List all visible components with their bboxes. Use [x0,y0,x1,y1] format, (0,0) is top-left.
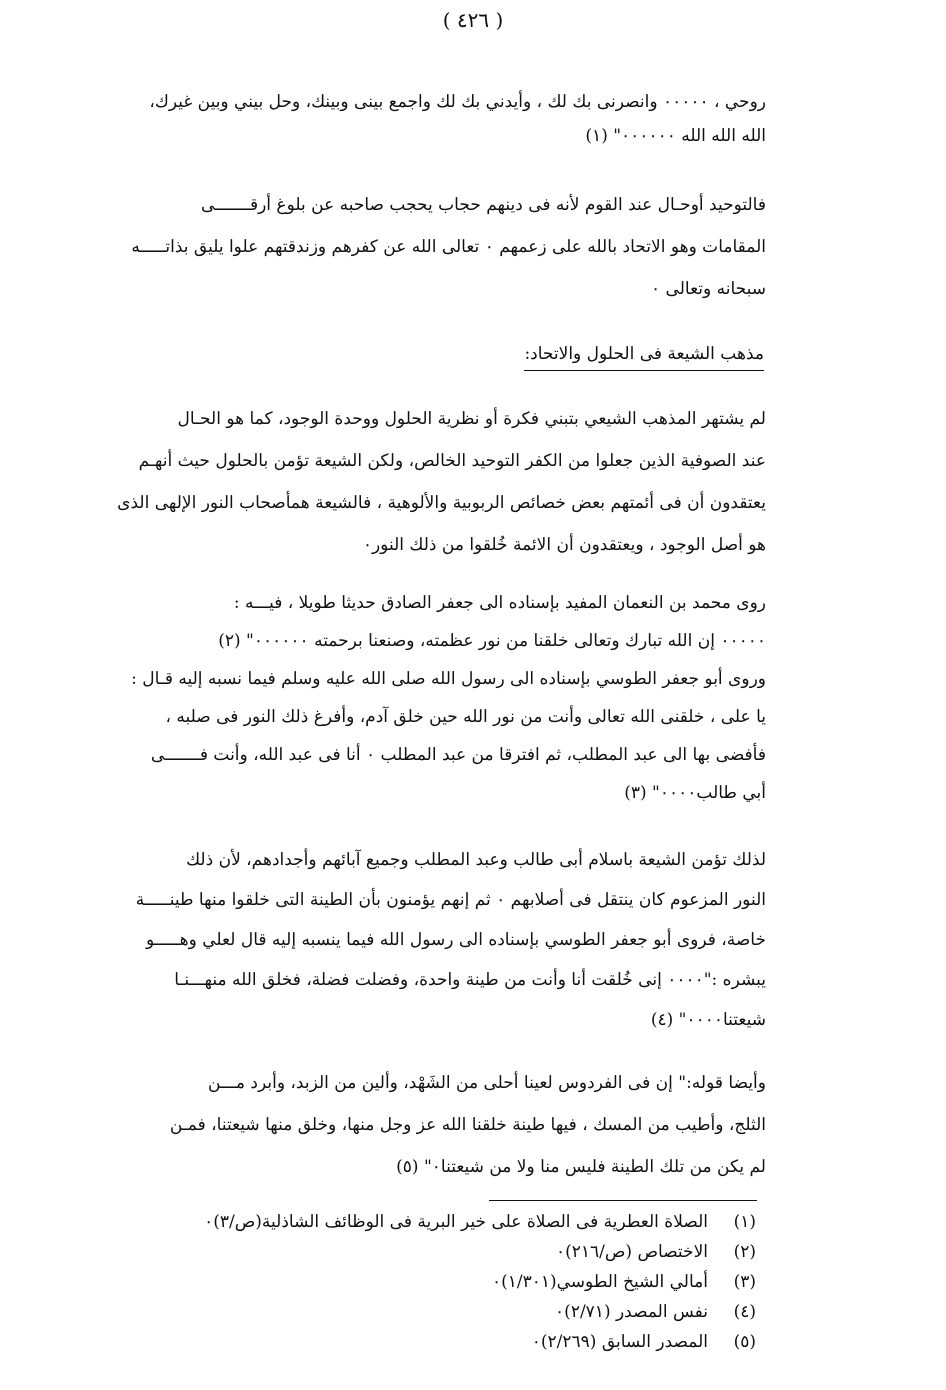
text-line: الثلج، وأطيب من المسك ، فيها طينة خلقنا الله عز وجل منها، وخلق منها شيعتنا، فمـن [169,1115,766,1135]
footnotes [204,1212,756,1362]
page-number: ( ٤٢٦ ) [442,8,504,32]
text-line: عند الصوفية الذين جعلوا من الكفر التوحيد الخالص، ولكن الشيعة تؤمن بالحلول حيث أنهـم [138,451,766,471]
text-line: يبشره :"٠٠٠٠ إنى خُلقت أنا وأنت من طينة واحدة، وفضلت فضلة، فخلق الله منهـــنـا [174,970,766,990]
text-line: روى محمد بن النعمان المفيد بإسناده الى جعفر الصادق حديثا طويلا ، فيـــه : [233,593,766,613]
paragraph-2 [80,184,766,310]
footnote-text: الاختصاص (ص/٢١٦)٠ [555,1242,708,1262]
paragraph-5 [80,840,766,1040]
text-line: روحي ، ٠٠٠٠٠ وانصرنى بك لك ، وأيدني بك لك واجمع بينى وبينك، وحل بيني وبين غيرك، [149,92,766,112]
text-line: يعتقدون أن فى أئمتهم بعض خصائص الربوبية والألوهية ، فالشيعة همأصحاب النور الإلهى الذى [117,493,766,513]
footnote-number: (١) [733,1212,756,1232]
text-line: أبي طالب٠٠٠٠" (٣) [624,783,766,803]
footnote [204,1332,756,1362]
text-line: لذلك تؤمن الشيعة باسلام أبى طالب وعبد المطلب وجميع آبائهم وأجدادهم، لأن ذلك [186,850,766,870]
text-line: يا على ، خلقنى الله تعالى وأنت من نور الله حين خلق آدم، وأفرغ ذلك النور فى صلبه ، [165,707,766,727]
text-line: وروى أبو جعفر الطوسي بإسناده الى رسول الله صلى الله عليه وسلم فيما نسبه إليه قـال : [131,669,766,689]
paragraph-6 [80,1062,766,1188]
text-line: الله الله الله ٠٠٠٠٠٠" (١) [585,126,766,146]
text-line: المقامات وهو الاتحاد بالله على زعمهم ٠ تعالى الله عن كفرهم وزندقتهم علوا يليق بذاتـــــه [131,237,766,257]
text-line: هو أصل الوجود ، ويعتقدون أن الائمة خُلقوا من ذلك النور٠ [362,535,766,555]
paragraph-3 [80,398,766,566]
footnote-text: الصلاة العطرية فى الصلاة على خير البرية فى الوظائف الشاذلية(ص/٣)٠ [204,1212,708,1232]
paragraph-1 [80,85,766,153]
text-line: فالتوحيد أوحـال عند القوم لأنه فى دينهم حجاب يحجب صاحبه عن بلوغ أرقـــــــى [200,195,766,215]
footnote-text: أمالي الشيخ الطوسي(١/٣٠١)٠ [491,1272,708,1292]
section-heading: مذهب الشيعة فى الحلول والاتحاد: [524,344,764,371]
footnote-divider [489,1200,757,1201]
footnote [204,1272,756,1302]
footnote [204,1212,756,1242]
text-line: خاصة، فروى أبو جعفر الطوسي بإسناده الى رسول الله فيما ينسبه إليه قال لعلي وهـــــو [146,930,766,950]
footnote-number: (٣) [733,1272,756,1292]
footnote-number: (٥) [733,1332,756,1352]
paragraph-4 [80,584,766,812]
footnote-number: (٢) [733,1242,756,1262]
text-line: سبحانه وتعالى ٠ [651,279,766,299]
footnote-text: نفس المصدر (٢/٧١)٠ [555,1302,708,1322]
footnote-number: (٤) [733,1302,756,1322]
footnote [204,1242,756,1272]
text-line: النور المزعوم كان ينتقل فى أصلابهم ٠ ثم إنهم يؤمنون بأن الطينة التى خلقوا منها طينـــــة [135,890,766,910]
text-line: شيعتنا٠٠٠٠" (٤) [650,1010,766,1030]
text-line: لم يكن من تلك الطينة فليس منا ولا من شيعتنا٠" (٥) [396,1157,766,1177]
text-line: وأيضا قوله:" إن فى الفردوس لعينا أحلى من الشَهْد، وألين من الزبد، وأبرد مـــن [208,1073,766,1093]
text-line: فأفضى بها الى عبد المطلب، ثم افترقا من عبد المطلب ٠ أنا فى عبد الله، وأنت فـــــــى [150,745,766,765]
footnote-text: المصدر السابق (٢/٢٦٩)٠ [531,1332,708,1352]
text-line: ٠٠٠٠٠ إن الله تبارك وتعالى خلقنا من نور عظمته، وصنعنا برحمته ٠٠٠٠٠٠" (٢) [218,631,766,651]
footnote [204,1302,756,1332]
text-line: لم يشتهر المذهب الشيعي بتبني فكرة أو نظرية الحلول ووحدة الوجود، كما هو الحـال [177,409,766,429]
